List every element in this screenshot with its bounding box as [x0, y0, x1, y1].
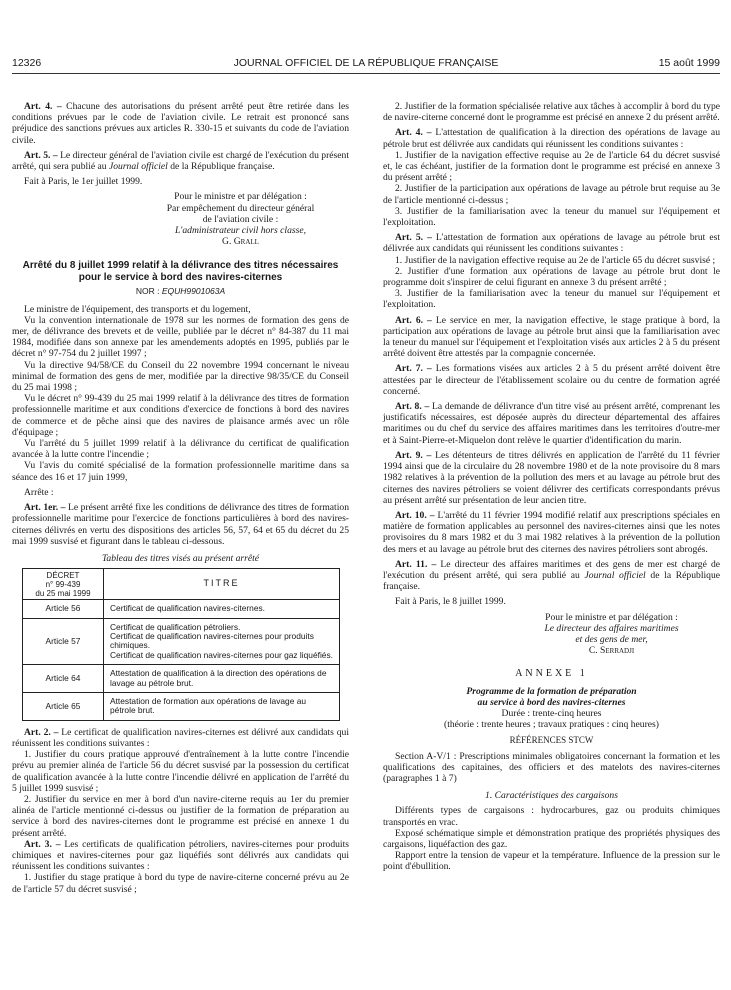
table-cell-titre: Attestation de qualification à la direction des opérations de lavage au pétrole brut. — [104, 665, 340, 693]
table-cell-article: Article 65 — [23, 692, 104, 720]
article-3-item-1: 1. Justifier du stage pratique à bord du type de navire-citerne concerné prévu au 2e de l'article 57 du décret susvisé ; — [12, 872, 349, 895]
article-5: Art. 5. – L'attestation de formation aux opérations de lavage au pétrole brut est délivrée aux candidats qui réunissent les conditions suivantes : — [383, 232, 720, 255]
article-4-item-3: 3. Justifier de la familiarisation avec la teneur du manuel sur l'équipement et l'exploitation. — [383, 205, 720, 229]
table-cell-article: Article 56 — [23, 600, 104, 618]
section-1-heading: 1. Caractéristiques des cargaisons — [485, 790, 618, 802]
article-5-aviation: Art. 5. – Le directeur général de l'aviation civile est chargé de l'exécution du présent arrêté, qui sera publié au Journal officiel de la République française. — [12, 149, 349, 173]
signature-block-2: Pour le ministre et par délégation : Le directeur des affaires maritimes et des gens de mer, C. Serradji — [503, 612, 720, 657]
article-4-aviation: Art. 4. – Chacune des autorisations du présent arrêté peut être retirée dans les conditions prévues par le code de l'aviation civile. Le retrait est prononcé sans préjudice des sanctions prévues aux articles R. 330-15 et suivants du code de l'aviation civile. — [12, 101, 349, 146]
table-cell-article: Article 64 — [23, 665, 104, 693]
arrete-title: Arrêté du 8 juillet 1999 relatif à la délivrance des titres nécessaires pour le service à bord des navires-citernes — [22, 260, 339, 284]
arrete-word: Arrête : — [24, 486, 54, 498]
vapour-pressure: Rapport entre la tension de vapeur et la température. Influence de la pression sur le point d'ébullition. — [383, 850, 720, 873]
fait-a-paris-1: Fait à Paris, le 1er juillet 1999. — [24, 176, 143, 188]
table-caption: Tableau des titres visés au présent arrêté — [101, 552, 260, 564]
signatory-name-1: G. Grall — [222, 236, 259, 248]
table-cell-titre: Attestation de formation aux opérations de lavage au pétrole brut. — [104, 692, 340, 720]
visa-directive: Vu la directive 94/58/CE du Conseil du 22 novembre 1994 concernant le niveau minimal de formation des gens de mer, modifiée par la directive 98/35/CE du Conseil du 25 mai 1998 ; — [12, 359, 349, 394]
table-header-decret: DÉCRET n° 99-439 du 25 mai 1999 — [23, 569, 104, 600]
table-cell-titre: Certificat de qualification navires-citernes. — [104, 600, 340, 618]
page-number: 12326 — [12, 57, 42, 69]
left-column — [12, 101, 349, 895]
article-7: Art. 7. – Les formations visées aux articles 2 à 5 du présent arrêté doivent être attestées par le directeur de l'établissement scolaire ou du centre de formation agréé concerné. — [383, 363, 720, 397]
table-row — [23, 600, 340, 618]
signature-block-1: Pour le ministre et par délégation : Par empêchement du directeur général de l'aviation civile : L'administrateur civil hors classe, G. Grall — [132, 191, 349, 247]
article-4-item-1: 1. Justifier de la navigation effective requise au 2e de l'article 64 du décret susvisé et, le cas échéant, justifier de la formation dont le programme est précisé en annexe 3 du présent arrêté ; — [383, 149, 720, 184]
visa-comite: Vu l'avis du comité spécialisé de la formation professionnelle maritime dans sa séance des 16 et 17 juin 1999, — [12, 460, 349, 483]
stcw-section: Section A-V/1 : Prescriptions minimales obligatoires concernant la formation et les qualifications des capitaines, des officiers et des matelots des navires-citernes (paragraphes 1 à 7) — [383, 750, 720, 784]
article-9: Art. 9. – Les détenteurs de titres délivrés en application de l'arrêté du 11 février 1994 ainsi que de la circulaire du 28 novembre 1980 et de la note provisoire du 8 mars 1982 relatives à la prévention de la pollution des mers et au lavage au pétrole brut des citernes des navires pétroliers se voient délivrer des certificats correspondants prévus au présent arrêté sur présentation de leur ancien titre. — [383, 449, 720, 506]
fait-a-paris-2: Fait à Paris, le 8 juillet 1999. — [395, 596, 506, 608]
article-10: Art. 10. – L'arrêté du 11 février 1994 modifié relatif aux prescriptions spéciales en matière de formation applicables au personnel des navires-citernes ainsi que les notes provisoires du 8 mars 1982 et du 3 mai 1982 relatives à la prévention de la pollution des mers et au lavage au pétrole brut des citernes des navires pétroliers sont abrogés. — [383, 509, 720, 555]
visa-decret: Vu le décret n° 99-439 du 25 mai 1999 relatif à la délivrance des titres de formation professionnelle maritime et aux conditions d'exercice de fonctions à bord des navires de commerce et de pêche ainsi que des navires de plaisance armés avec un rôle d'équipage ; — [12, 393, 349, 438]
article-11: Art. 11. – Le directeur des affaires maritimes et des gens de mer est chargé de l'exécution du présent arrêté, qui sera publié au Journal officiel de la République française. — [383, 558, 720, 593]
article-6: Art. 6. – Le service en mer, la navigation effective, le stage pratique à bord, la participation aux opérations de lavage au pétrole brut ainsi que la familiarisation avec la teneur du manuel sur l'équipement et l'exploitation visés aux articles 2 à 5 du présent arrêté doivent être attestés par la compagnie concernée. — [383, 314, 720, 360]
table-header-titre: TITRE — [104, 569, 340, 600]
article-5-item-3: 3. Justifier de la familiarisation avec la teneur du manuel sur l'équipement et l'exploitation. — [383, 288, 720, 311]
annex-title: Programme de la formation de préparation au service à bord des navires-citernes — [466, 685, 637, 708]
article-1: Art. 1er. – Le présent arrêté fixe les conditions de délivrance des titres de formation professionnelle maritime pour l'exercice de fonctions particulières à bord des navires-citernes délivrés en vertu des dispositions des articles 56, 57, 64 et 65 du décret du 25 mai 1999 susvisé et figurant dans le tableau ci-dessous. — [12, 502, 349, 547]
nor-reference: NOR : EQUH9901063A — [135, 286, 226, 297]
article-4-item-2: 2. Justifier de la participation aux opérations de lavage au pétrole brut requise au 3e de l'article mentionné ci-dessus ; — [383, 183, 720, 206]
cargo-properties: Exposé schématique simple et démonstration pratique des propriétés physiques des cargaisons, liquéfaction des gaz. — [383, 827, 720, 850]
visa-minister: Le ministre de l'équipement, des transports et du logement, — [24, 303, 251, 315]
titles-table — [22, 568, 340, 721]
stcw-references: RÉFÉRENCES STCW — [509, 735, 594, 746]
table-row — [23, 692, 340, 720]
table-row — [23, 665, 340, 693]
article-3-item-2: 2. Justifier de la formation spécialisée relative aux tâches à accomplir à bord du type de navire-citerne concerné dont le programme est précisé en annexe 2 du présent arrêté. — [383, 101, 720, 124]
article-2-item-2: 2. Justifier du service en mer à bord d'un navire-citerne requis au 1er du premier alinéa de l'article mentionné ci-dessus ou justifier de la formation de préparation au service à bord des navires-citernes dont le programme est précisé en annexe 1 du présent arrêté. — [12, 793, 349, 839]
header-rule — [12, 73, 720, 74]
table-cell-article: Article 57 — [23, 618, 104, 665]
page-header — [12, 57, 720, 71]
issue-date: 15 août 1999 — [658, 57, 720, 69]
cargo-types: Différents types de cargaisons : hydrocarbures, gaz ou produits chimiques transportés en vrac. — [383, 805, 720, 828]
annex-heading: ANNEXE 1 — [515, 668, 588, 680]
visa-convention: Vu la convention internationale de 1978 sur les normes de formation des gens de mer, de délivrance des brevets et de veille, publiée par le décret n° 84-387 du 11 mai 1984, modifiée dans son annexe par les amendements adoptés en 1995, publiés par le décret n° 97-754 du 2 juillet 1997 ; — [12, 314, 349, 360]
article-4: Art. 4. – L'attestation de qualification à la direction des opérations de lavage au pétrole brut est délivrée aux candidats qui réunissent les conditions suivantes : — [383, 127, 720, 150]
article-8: Art. 8. – La demande de délivrance d'un titre visé au présent arrêté, comprenant les justificatifs nécessaires, est déposée auprès du directeur départemental des affaires maritimes ou du chef du service des affaires maritimes dans les territoires d'outre-mer et à Saint-Pierre-et-Miquelon dont relève le quartier d'identification du marin. — [383, 401, 720, 446]
article-2: Art. 2. – Le certificat de qualification navires-citernes est délivré aux candidats qui réunissent les conditions suivantes : — [12, 726, 349, 749]
table-row — [23, 618, 340, 665]
article-5-item-1: 1. Justifier de la navigation effective requise au 2e de l'article 65 du décret susvisé ; — [395, 254, 716, 266]
table-cell-titre: Certificat de qualification pétroliers. Certificat de qualification navires-citernes pour produits chimiques. Certificat de qualification navires-citernes pour gaz liquéfiés. — [104, 618, 340, 665]
article-2-item-1: 1. Justifier du cours pratique approuvé d'entraînement à la lutte contre l'incendie prévu au premier alinéa de l'article 56 du décret susvisé par la possession du certificat de qualification avancée à la lutte contre l'incendie délivré en application de l'arrêté du 5 juillet 1999 susvisé ; — [12, 749, 349, 794]
visa-arrete: Vu l'arrêté du 5 juillet 1999 relatif à la délivrance du certificat de qualification avancée à la lutte contre l'incendie ; — [12, 438, 349, 461]
signatory-name-2: C. Serradji — [588, 645, 635, 657]
journal-title: JOURNAL OFFICIEL DE LA RÉPUBLIQUE FRANÇAISE — [233, 57, 499, 69]
annex-duration: Durée : trente-cinq heures (théorie : trente heures ; travaux pratiques : cinq heures) — [444, 707, 659, 731]
article-3: Art. 3. – Les certificats de qualification pétroliers, navires-citernes pour produits chimiques et navires-citernes pour gaz liquéfiés sont délivrés aux candidats qui réunissent les conditions suivantes : — [12, 838, 349, 873]
right-column — [383, 101, 720, 873]
article-5-item-2: 2. Justifier d'une formation aux opérations de lavage au pétrole brut dont le programme doit s'inspirer de celui figurant en annexe 3 du présent arrêté ; — [383, 265, 720, 289]
